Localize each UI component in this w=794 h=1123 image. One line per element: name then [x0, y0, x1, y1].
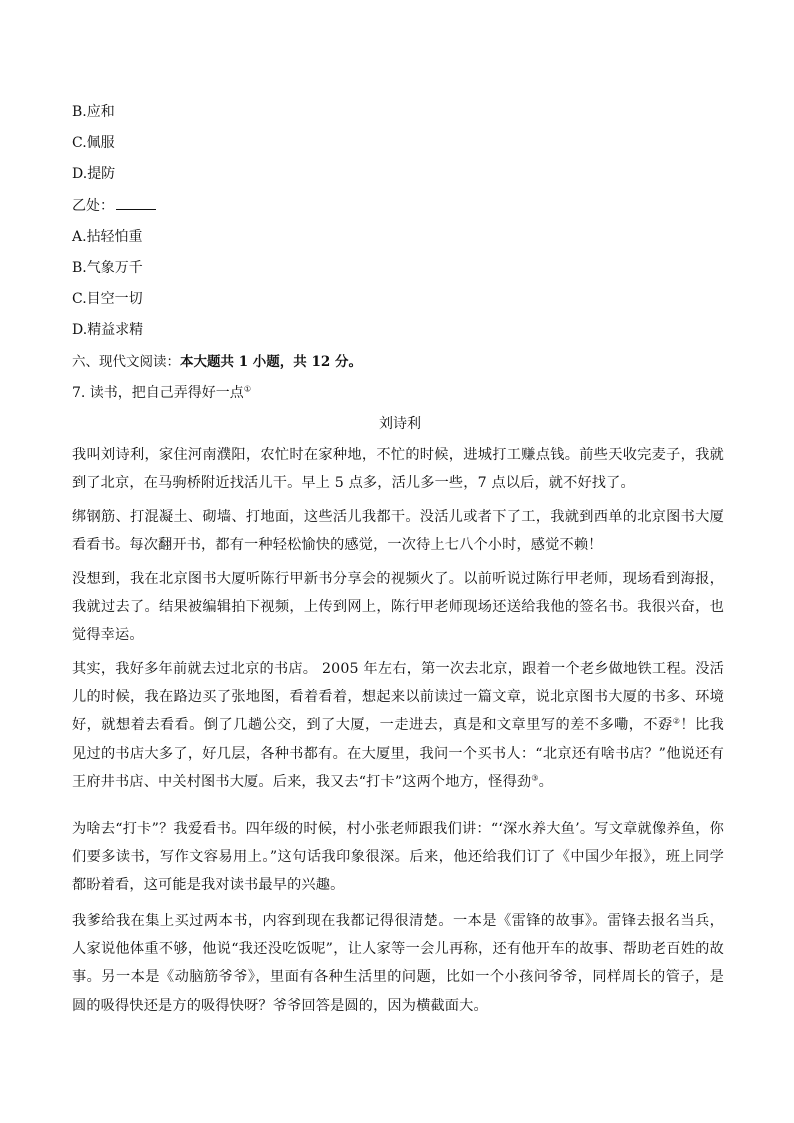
option-b-yi — [72, 258, 143, 278]
paragraph-4-part-2: ！比我见过的书店大多了，好几层，各种书都有。在大厦里，我问一个买书人：“北京还有啥书店？”他说还有王府井书店、中关村图书大厦。后来，我又去“打卡”这两个地方，怪得劲 — [72, 717, 724, 790]
option-letter: C. — [72, 135, 87, 151]
section-heading — [72, 352, 362, 372]
option-text: 拈轻怕重 — [86, 229, 143, 245]
section-description: 本大题共 1 小题，共 12 分。 — [180, 354, 362, 370]
option-letter: D. — [72, 166, 88, 182]
option-c-yi — [72, 289, 143, 309]
paragraph-2: 绑钢筋、打混凝土、砌墙、打地面，这些活儿我都干。没活儿或者下了工，我就到西单的北京图书大厦看看书。每次翻开书，都有一种轻松愉快的感觉，一次待上七八个小时，感觉不赖！ — [72, 509, 724, 554]
option-letter: D. — [72, 322, 88, 338]
option-text: 提防 — [87, 166, 116, 182]
question-title-text: 7. 读书，把自己弄得好一点 — [72, 385, 244, 401]
option-text: 佩服 — [86, 135, 115, 151]
author-name: 刘诗利 — [379, 416, 421, 432]
option-text: 应和 — [86, 104, 115, 120]
footnote-marker: ③ — [531, 773, 539, 783]
option-letter: A. — [72, 229, 87, 245]
option-d-yi — [72, 320, 143, 340]
footnote-marker: ① — [243, 384, 251, 394]
option-a-yi — [72, 227, 143, 247]
option-d-prev — [72, 164, 115, 184]
yi-blank-line — [72, 195, 156, 216]
paragraph-4-part-3: 。 — [538, 773, 553, 790]
answer-blank — [116, 195, 156, 210]
paragraph-6: 我爹给我在集上买过两本书，内容到现在我都记得很清楚。一本是《雷锋的故事》。雷锋去报名当兵，人家说他体重不够，他说“我还没吃饭呢”，让人家等一会儿再称，还有他开车的故事、帮助老百姓的故事。另一本是《动脑筋爷爷》，里面有各种生活里的问题，比如一个小孩问爷爷，同样周长的管子，是圆的吸得快还是方的吸得快呀？爷爷回答是圆的，因为横截面大。 — [72, 913, 724, 1014]
option-text: 精益求精 — [87, 322, 144, 338]
paragraph-4-part-1: 其实，我好多年前就去过北京的书店。 2005 年左右，第一次去北京，跟着一个老乡做地铁工程。没活儿的时候，我在路边买了张地图，看着看着，想起来以前读过一篇文章，说北京图书大厦的书多、环境好，就想着去看看。倒了几趟公交，到了大厦，一走进去，真是和文章里写的差不多嘞，不孬 — [72, 661, 724, 734]
option-letter: B. — [72, 104, 87, 120]
section-prefix: 六、现代文阅读： — [72, 354, 180, 370]
article-author — [0, 414, 794, 434]
footnote-marker: ② — [672, 716, 681, 726]
paragraph-5: 为啥去“打卡”？我爱看书。四年级的时候，村小张老师跟我们讲：“‘深水养大鱼’。写文章就像养鱼，你们要多读书，写作文容易用上。”这句话我印象很深。后来，他还给我们订了《中国少年报》，班上同学都盼着看，这可能是我对读书最早的兴趣。 — [72, 821, 724, 894]
option-b-prev — [72, 102, 115, 122]
paragraph-3: 没想到，我在北京图书大厦听陈行甲新书分享会的视频火了。以前听说过陈行甲老师，现场看到海报，我就过去了。结果被编辑拍下视频，上传到网上，陈行甲老师现场还送给我他的签名书。我很兴奋，也觉得幸运。 — [72, 571, 724, 644]
option-c-prev — [72, 133, 115, 153]
option-letter: B. — [72, 260, 87, 276]
paragraph-1: 我叫刘诗利，家住河南濮阳，农忙时在家种地，不忙的时候，进城打工赚点钱。前些天收完麦子，我就到了北京，在马驹桥附近找活儿干。早上 5 点多，活儿多一些，7 点以后，就不好找了。 — [72, 447, 724, 492]
yi-label: 乙处： — [72, 198, 114, 214]
question-title — [72, 383, 251, 403]
option-text: 目空一切 — [86, 291, 143, 307]
paragraph-4 — [72, 655, 724, 796]
option-letter: C. — [72, 291, 87, 307]
option-text: 气象万千 — [86, 260, 143, 276]
